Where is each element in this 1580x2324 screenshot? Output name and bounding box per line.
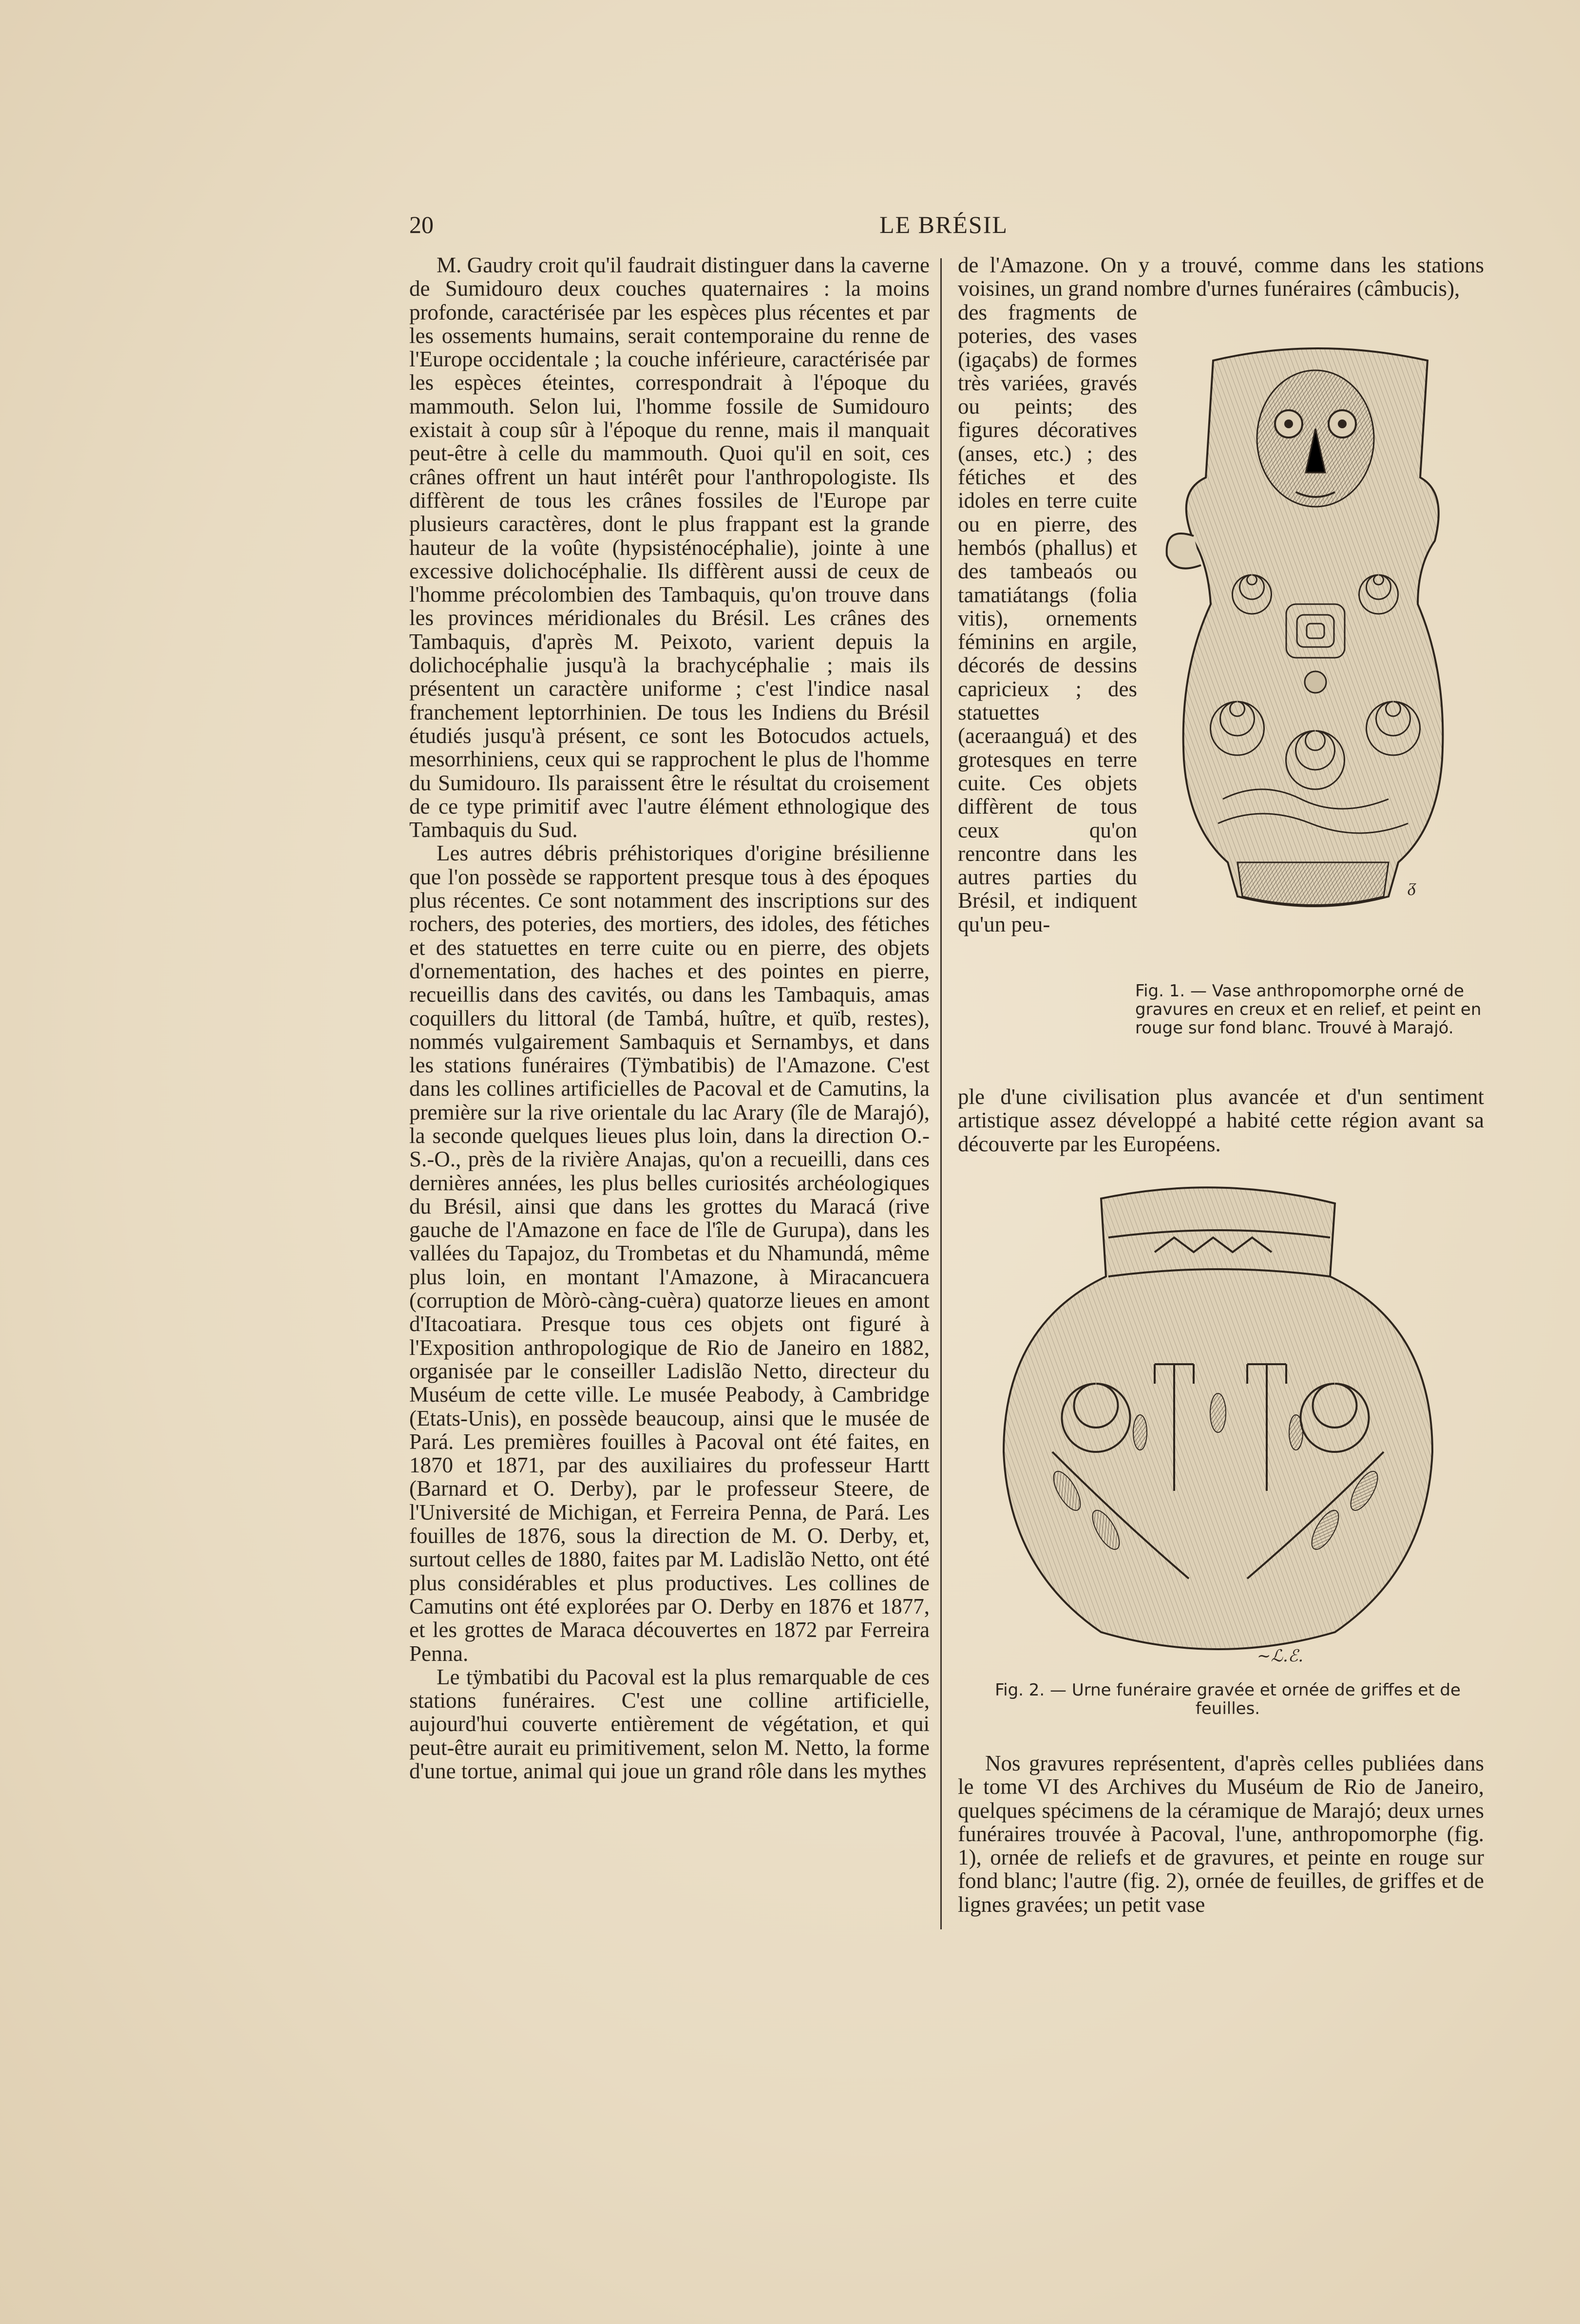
left-column [409,253,930,1783]
right-column-continuation [958,1085,1484,1156]
running-head: LE BRÉSIL [879,211,1008,238]
paragraph-gravures: Nos gravures représentent, d'après celles publiées dans le tome VI des Archives du Muséum de Rio de Janeiro, quelques spécimens de la céramique de Marajó; deux urnes funéraires trouvée à Pacoval, l'une, anthropomorphe (fig. 1), ornée de reliefs et de gravures, et peinte en rouge sur fond blanc; l'autre (fig. 2), ornée de feuilles, de griffes et de lignes gravées; un petit vase [958,1751,1484,1917]
column-rule [940,258,942,1929]
paragraph-pacoval: Le tÿmbatibi du Pacoval est la plus remarquable de ces stations funéraires. C'est une colline artificielle, aujourd'hui couverte entièrement de végétation, et qui peut-être aurait eu primitivement, selon M. Netto, la forme d'une tortue, animal qui joue un grand rôle dans les mythes [409,1664,930,1783]
svg-text:~ℒ.ℰ.: ~ℒ.ℰ. [1257,1646,1304,1666]
paragraph-amazone: de l'Amazone. On y a trouvé, comme dans les stations voisines, un grand nombre d'urnes funéraires (câmbucis), [958,253,1484,301]
page-header [405,210,1482,245]
fig2-caption: Fig. 2. — Urne funéraire gravée et ornée de griffes et de feuilles. [995,1680,1461,1718]
fig2-urn-illustration [994,1179,1442,1671]
page-number: 20 [409,211,434,238]
fig1-caption: Fig. 1. — Vase anthropomorphe orné de gravures en creux et en relief, et peint en rouge sur fond blanc. Trouvé à Marajó. [1135,981,1482,1038]
paragraph-prehistoric-remains: Les autres débris préhistoriques d'origine brésilienne que l'on possède se rapportent presque tous à des époques plus récentes. Ce sont notamment des inscriptions sur des rochers, des poteries, des mortiers, des idoles, des fétiches et des statuettes en terre cuite ou en pierre, des objets d'ornementation, des haches et des pointes en pierre, recueillis dans des cavités, ou dans les Tambaquis, amas coquillers du littoral (de Tambá, huître, et quïb, restes), nommés vulgairement Sambaquis et Sernambys, et dans les stations funéraires (Tÿmbatibis) de l'Amazone. C'est dans les collines artificielles de Pacoval et de Camutins, la première sur la rive orientale du lac Arary (île de Marajó), la seconde quelques lieues plus loin, dans la direction O.-S.-O., près de la rivière Anajas, qu'on a recueilli, dans ces dernières années, les plus belles curiosités archéologiques du Brésil, ainsi que dans les grottes du Maracá (rive gauche de l'Amazone en face de l'île de Gurupa), dans les vallées du Tapajoz, du Trombetas et du Nhamundá, même plus loin, en montant l'Amazone, à Miracancuera (corruption de Mòrò-càng-cuèra) quatorze lieues en amont d'Itacoatiara. Presque tous ces objets ont figuré à l'Exposition anthropologique de Rio de Janeiro en 1882, organisée par le conseiller Ladislão Netto, directeur du Muséum de cette ville. Le musée Peabody, à Cambridge (Etats-Unis), en possède beaucoup, ainsi que le musée de Pará. Les premières fouilles à Pacoval ont été faites, en 1870 et 1871, par des auxiliaires du professeur Hartt (Barnard et O. Derby), par le professeur Steere, de l'Université de Michigan, et Ferreira Penna, de Pará. Les fouilles de 1876, sous la direction de M. O. Derby, et, surtout celles de 1880, faites par M. Ladislão Netto, ont été plus considérables et plus productives. Les collines de Camutins ont été explorées par O. Derby en 1876 et 1877, et les grottes de Maraca découvertes en 1872 par Ferreira Penna. [409,841,930,1666]
fig1-vase-illustration [1155,331,1471,960]
paragraph-civilisation: ple d'une civilisation plus avancée et d'un sentiment artistique assez développé a habité cette région avant sa découverte par les Européens. [958,1085,1484,1156]
right-column-bottom [958,1752,1484,1916]
right-column-top [958,253,1484,301]
paragraph-gaudry: M. Gaudry croit qu'il faudrait distinguer dans la caverne de Sumidouro deux couches quaternaires : la moins profonde, caractérisée par les espèces plus récentes et par les ossements humains, serait contemporaine du renne de l'Europe occidentale ; la couche inférieure, caractérisée par les espèces éteintes, correspondrait à l'époque du mammouth. Selon lui, l'homme fossile de Sumidouro existait à coup sûr à l'époque du renne, mais il manquait peut-être à celle du mammouth. Quoi qu'il en soit, ces crânes offrent un haut intérêt pour l'anthropologiste. Ils diffèrent de tous les crânes fossiles de l'Europe par plusieurs caractères, dont le plus frappant est la grande hauteur de la voûte (hypsisténocéphalie), jointe à une excessive dolichocéphalie. Ils diffèrent aussi de ceux de l'homme précolombien des Tambaquis, qu'on trouve dans les provinces méridionales du Brésil. Les crânes des Tambaquis, d'après M. Peixoto, varient depuis la dolichocéphalie jusqu'à la brachycéphalie ; mais ils présentent un caractère uniforme ; c'est l'indice nasal franchement leptorrhinien. De tous les Indiens du Brésil étudiés jusqu'à présent, ce sont les Botocudos actuels, mesorrhiniens, ceux qui se rapprochent le plus de l'homme du Sumidouro. Ils paraissent être le résultat du croisement de ce type primitif avec l'autre élément ethnologique des Tambaquis du Sud. [409,253,930,842]
paragraph-fragments: des fragments de poteries, des vases (igaçabs) de formes très variées, gravés ou peints; des figures décoratives (anses, etc.) ; des fétiches et des idoles en terre cuite ou en pierre, des hembós (phallus) et des tambeaós ou tamatiátangs (folia vitis), ornements féminins en argile, décorés de dessins capricieux ; des statuettes (aceraanguá) et des grotesques en terre cuite. Ces objets diffèrent de tous ceux qu'on rencontre dans les autres parties du Brésil, et indiquent qu'un peu- [958,300,1137,936]
right-column-narrow [958,301,1137,936]
svg-text:ᵹ: ᵹ [1408,876,1416,896]
